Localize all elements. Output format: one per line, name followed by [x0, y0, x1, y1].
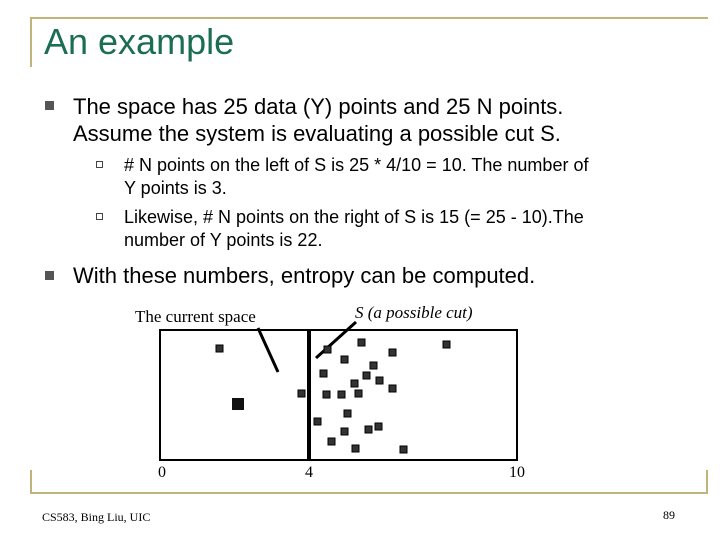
data-point — [376, 377, 383, 384]
data-point — [323, 391, 330, 398]
label-possible-cut: S (a possible cut) — [355, 303, 473, 322]
bullet-1-line-1: The space has 25 data (Y) points and 25 N points. — [73, 94, 564, 119]
data-point — [370, 362, 377, 369]
data-point — [389, 349, 396, 356]
data-point — [328, 438, 335, 445]
data-point — [400, 446, 407, 453]
sub-bullet-1-line-2: Y points is 3. — [124, 178, 227, 198]
pointer-line-cut — [316, 322, 356, 358]
data-point — [352, 445, 359, 452]
axis-tick-10: 10 — [509, 464, 525, 481]
data-point — [341, 428, 348, 435]
bullet-2-line-1: With these numbers, entropy can be computed. — [73, 263, 536, 288]
data-point — [363, 372, 370, 379]
data-point — [344, 410, 351, 417]
footer-course: CS583, Bing Liu, UIC — [42, 510, 151, 524]
data-point — [324, 346, 331, 353]
bullet-1-line-2: Assume the system is evaluating a possible cut S. — [73, 121, 561, 146]
data-point — [375, 423, 382, 430]
data-point — [443, 341, 450, 348]
data-points — [216, 339, 450, 453]
axis-tick-4: 4 — [305, 464, 313, 481]
data-point — [298, 390, 305, 397]
data-point — [232, 398, 244, 410]
data-point — [351, 380, 358, 387]
data-point — [320, 370, 327, 377]
sub-bullet-2-line-2: number of Y points is 22. — [124, 230, 323, 250]
pointer-line-space — [258, 328, 278, 372]
data-point — [341, 356, 348, 363]
data-point — [216, 345, 223, 352]
page-number: 89 — [663, 508, 675, 522]
slide-title: An example — [44, 21, 235, 62]
data-point — [358, 339, 365, 346]
label-current-space: The current space — [135, 307, 256, 326]
data-point — [338, 391, 345, 398]
axis-tick-0: 0 — [158, 464, 166, 481]
data-point — [355, 390, 362, 397]
sub-bullet-2-line-1: Likewise, # N points on the right of S is 15 (= 25 - 10).The — [124, 207, 584, 227]
sub-bullet-1-line-1: # N points on the left of S is 25 * 4/10 = 10. The number of — [124, 155, 589, 175]
data-point — [314, 418, 321, 425]
data-point — [389, 385, 396, 392]
data-point — [365, 426, 372, 433]
